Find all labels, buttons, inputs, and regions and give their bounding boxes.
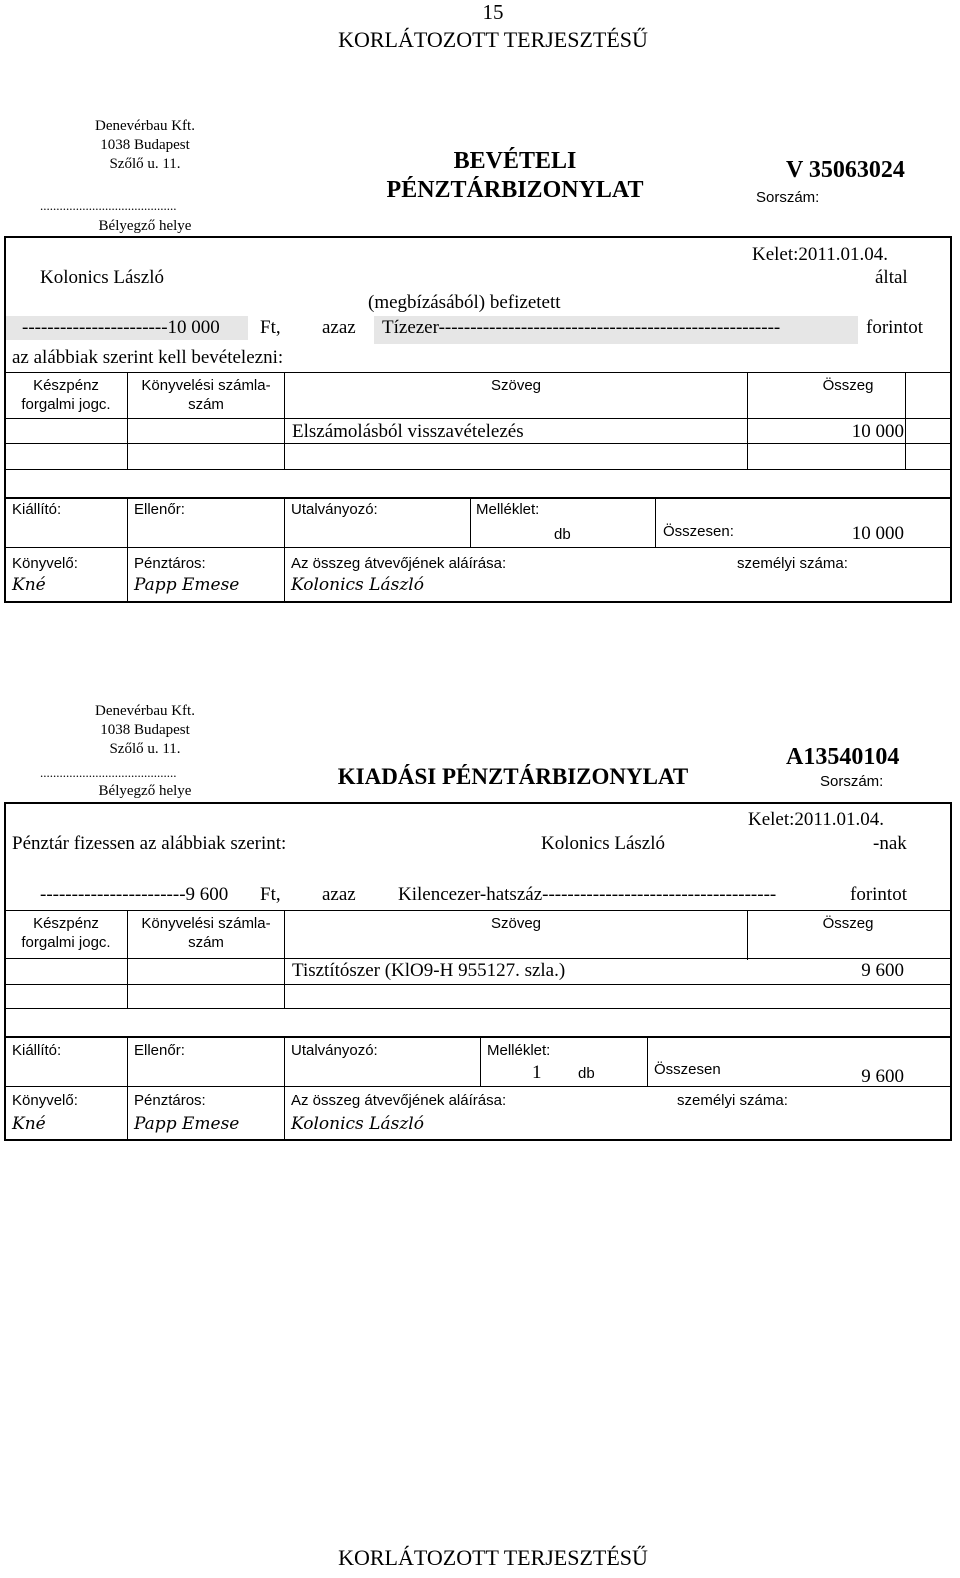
col-cash-2: forgalmi jogc. xyxy=(21,396,111,413)
col-cash-1: Készpénz xyxy=(33,377,99,394)
issue-date: Kelet:2011.01.04. xyxy=(752,244,888,265)
col-account-2: szám xyxy=(188,396,224,413)
col-cash-1-2: Készpénz xyxy=(33,915,99,932)
serial-label-2: Sorszám: xyxy=(820,773,884,790)
stamp-label: Bélyegző helye xyxy=(98,218,192,234)
bookkeeper-label-2: Könyvelő: xyxy=(12,1092,78,1109)
amount-figures: -----------------------10 000 xyxy=(22,317,220,338)
db-label-2: db xyxy=(578,1065,595,1082)
col-account-2-2: szám xyxy=(188,934,224,951)
issuer-label-2: Kiállító: xyxy=(12,1042,62,1059)
forintot-label-2: forintot xyxy=(850,884,907,905)
company-city-2: 1038 Budapest xyxy=(100,722,190,738)
bookkeeper-label: Könyvelő: xyxy=(12,555,78,572)
total-value: 10 000 xyxy=(851,523,904,544)
attachment-count: 1 xyxy=(532,1062,542,1083)
authorizer-label: Utalványozó: xyxy=(291,501,378,518)
restriction-header: KORLÁTOZOTT TERJESZTÉSŰ xyxy=(338,27,648,52)
forintot-label: forintot xyxy=(866,317,923,338)
cashier-label: Pénztáros: xyxy=(134,555,206,572)
company-street: Szőlő u. 11. xyxy=(109,156,181,172)
company-city: 1038 Budapest xyxy=(100,137,190,153)
serial-number-2: A13540104 xyxy=(786,744,900,770)
row-text: Elszámolásból visszavételezés xyxy=(292,421,524,442)
restriction-footer: KORLÁTOZOTT TERJESZTÉSŰ xyxy=(338,1545,648,1570)
checker-label: Ellenőr: xyxy=(134,501,185,518)
total-value-2: 9 600 xyxy=(861,1066,904,1087)
col-text: Szöveg xyxy=(490,377,542,394)
ft-label-2: Ft, xyxy=(260,884,281,905)
db-label: db xyxy=(554,526,571,543)
issuer-label: Kiállító: xyxy=(12,501,62,518)
amount-words-2: Kilencezer-hatszáz------------------------------------- xyxy=(398,884,777,905)
azaz-label: azaz xyxy=(322,317,356,338)
nak-suffix: -nak xyxy=(873,833,907,854)
payee-name: Kolonics László xyxy=(541,833,666,854)
amount-figures-2: -----------------------9 600 xyxy=(40,884,229,905)
bookkeeper-signature-2: Kné xyxy=(12,1114,46,1134)
issue-date-2: Kelet:2011.01.04. xyxy=(748,809,884,830)
cashier-signature: Papp Emese xyxy=(134,575,240,595)
col-cash-2-2: forgalmi jogc. xyxy=(21,934,111,951)
col-amount: Összeg xyxy=(822,377,874,394)
authorizer-label-2: Utalványozó: xyxy=(291,1042,378,1059)
instruction-text: az alábbiak szerint kell bevételezni: xyxy=(12,347,284,368)
row-amount-2: 9 600 xyxy=(861,960,904,981)
company-name: Denevérbau Kft. xyxy=(95,118,195,134)
azaz-label-2: azaz xyxy=(322,884,356,905)
receiver-signature-label-2: Az összeg átvevőjének aláírása: xyxy=(291,1092,507,1109)
stamp-dots: .......................................... xyxy=(40,198,177,213)
receipt-title-line2: PÉNZTÁRBIZONYLAT xyxy=(386,177,644,203)
row-amount: 10 000 xyxy=(851,421,904,442)
bookkeeper-signature: Kné xyxy=(12,575,46,595)
ft-label: Ft, xyxy=(260,317,281,338)
paid-in-label: (megbízásából) befizetett xyxy=(368,292,561,313)
total-label-2: Összesen xyxy=(654,1061,721,1078)
receipt-title-line1: BEVÉTELI xyxy=(453,148,577,174)
instruction-text-2: Pénztár fizessen az alábbiak szerint: xyxy=(12,833,287,854)
serial-label: Sorszám: xyxy=(756,189,820,206)
cashier-label-2: Pénztáros: xyxy=(134,1092,206,1109)
payer-name: Kolonics László xyxy=(40,267,165,288)
total-label: Összesen: xyxy=(663,523,734,540)
checker-label-2: Ellenőr: xyxy=(134,1042,185,1059)
col-text-2: Szöveg xyxy=(490,915,542,932)
col-amount-2: Összeg xyxy=(822,915,874,932)
serial-number: V 35063024 xyxy=(786,157,905,183)
company-name-2: Denevérbau Kft. xyxy=(95,703,195,719)
cashier-signature-2: Papp Emese xyxy=(134,1114,240,1134)
row-text-2: Tisztítószer (KlO9-H 955127. szla.) xyxy=(292,960,566,981)
stamp-dots-2: .......................................... xyxy=(40,765,177,780)
by-label: által xyxy=(875,267,908,288)
col-account-1-2: Könyvelési számla- xyxy=(141,915,271,932)
personal-number-label: személyi száma: xyxy=(737,555,848,572)
personal-number-label-2: személyi száma: xyxy=(677,1092,788,1109)
stamp-label-2: Bélyegző helye xyxy=(98,783,192,799)
attachment-label-2: Melléklet: xyxy=(487,1042,551,1059)
page-number: 15 xyxy=(482,0,504,24)
receiver-signature-label: Az összeg átvevőjének aláírása: xyxy=(291,555,507,572)
company-street-2: Szőlő u. 11. xyxy=(109,741,181,757)
col-account-1: Könyvelési számla- xyxy=(141,377,271,394)
amount-words: Tízezer------------------------------------------------------ xyxy=(382,317,781,338)
receiver-signature-2: Kolonics László xyxy=(291,1114,424,1134)
attachment-label: Melléklet: xyxy=(476,501,540,518)
receipt-title: KIADÁSI PÉNZTÁRBIZONYLAT xyxy=(337,764,689,789)
receiver-signature: Kolonics László xyxy=(291,575,424,595)
